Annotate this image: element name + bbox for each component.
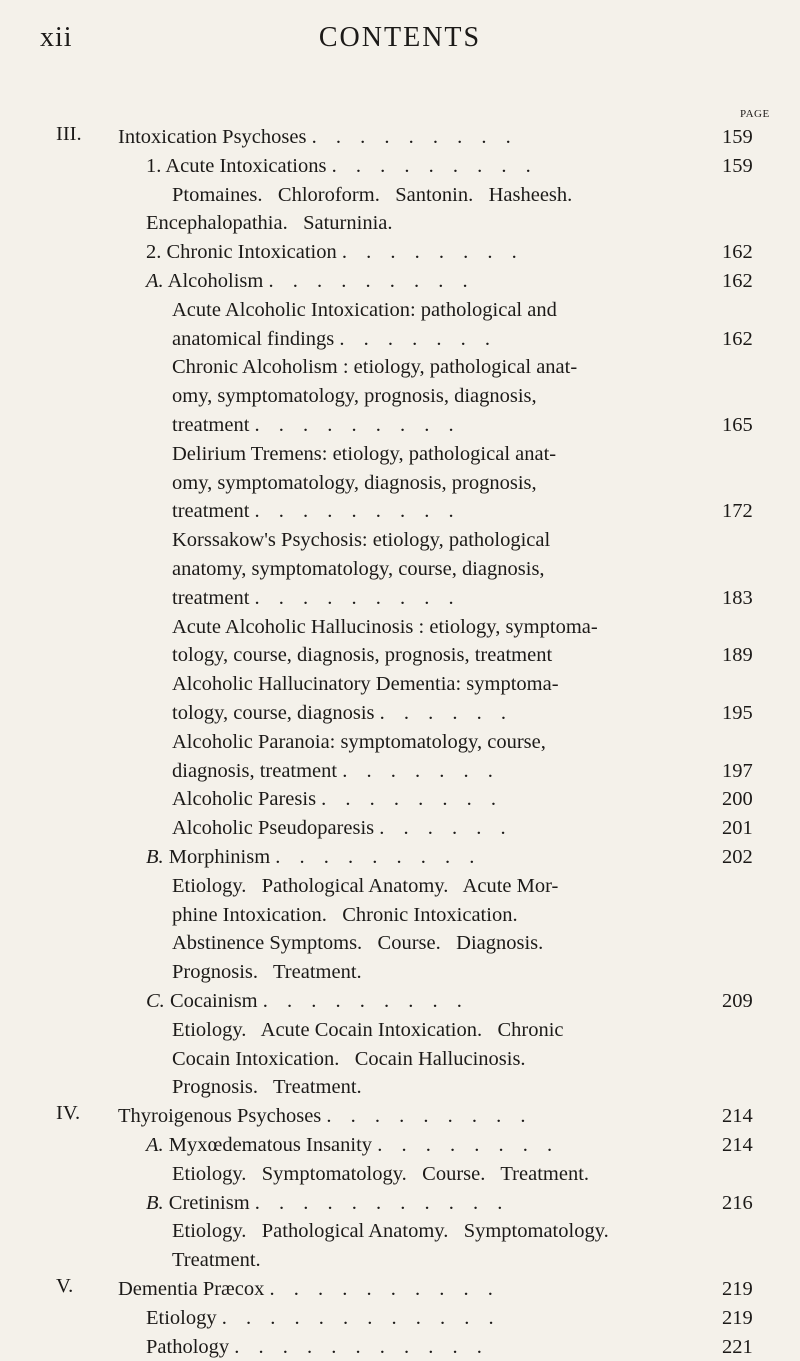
toc-entry-text: Abstinence Symptoms. Course. Diagnosis. xyxy=(172,932,544,955)
toc-entry-text: Thyroigenous Psychoses xyxy=(118,1105,322,1128)
toc-entry-text: Korssakow's Psychosis: etiology, pathological xyxy=(172,529,551,552)
toc-entry-text: Dementia Præcox xyxy=(118,1278,265,1300)
toc-page-number: 197 xyxy=(722,759,753,782)
toc-entry xyxy=(172,440,556,468)
toc-entry xyxy=(172,1073,362,1101)
toc-entry-text: Myxœdematous Insanity xyxy=(168,1134,373,1156)
toc-dot-leader: . . . . . . . . xyxy=(321,788,504,811)
toc-page-number: 201 xyxy=(722,817,753,840)
toc-entry xyxy=(146,1304,501,1332)
toc-page-number: 183 xyxy=(722,586,753,609)
toc-entry-text: Alcoholism xyxy=(167,270,264,292)
toc-entry-text: Cocainism xyxy=(169,990,258,1012)
toc-entry-text: 1. Acute Intoxications xyxy=(146,154,327,177)
toc-dot-leader: . . . . . . . . . xyxy=(326,1105,533,1128)
toc-entry-text: Etiology xyxy=(146,1306,217,1329)
toc-entry xyxy=(172,872,558,900)
toc-entry-text: Cocain Intoxication. Cocain Hallucinosis. xyxy=(172,1047,526,1070)
toc-entry-text: Encephalopathia. Saturninia. xyxy=(146,212,393,235)
toc-entry-text: anatomical findings xyxy=(172,327,335,350)
toc-page-number: 219 xyxy=(722,1278,753,1300)
toc-dot-leader: . . . . . . . . . xyxy=(331,154,538,177)
toc-part-numeral: III. xyxy=(56,123,82,145)
toc-entry-text: 2. Chronic Intoxication xyxy=(146,241,337,264)
toc-entry xyxy=(146,238,524,266)
toc-entry xyxy=(172,929,543,957)
toc-dot-leader: . . . . . . . . . . . xyxy=(254,1191,510,1214)
toc-entry xyxy=(118,1102,533,1130)
toc-entry-text: Prognosis. Treatment. xyxy=(172,1076,362,1099)
toc-page-number: 165 xyxy=(722,414,753,436)
toc-dot-leader: . . . . . . . . xyxy=(341,241,524,264)
toc-entry xyxy=(172,181,572,209)
toc-entry xyxy=(172,670,559,698)
toc-entry xyxy=(172,497,461,525)
toc-entry xyxy=(172,901,518,929)
toc-entry xyxy=(146,843,481,871)
toc-page-number: 200 xyxy=(722,788,753,811)
toc-entry xyxy=(172,555,545,583)
toc-entry-text: Morphinism xyxy=(168,846,271,868)
toc-entry xyxy=(146,1189,509,1217)
toc-section-letter: A. xyxy=(146,1134,164,1156)
toc-entry xyxy=(118,123,518,151)
toc-entry-text: Etiology. Symptomatology. Course. Treatment. xyxy=(172,1162,590,1185)
toc-entry-text: treatment xyxy=(172,414,250,436)
toc-dot-leader: . . . . . . . . . xyxy=(311,126,518,148)
toc-entry xyxy=(172,1045,526,1073)
toc-entry xyxy=(172,958,362,986)
toc-page-number: 189 xyxy=(722,644,753,667)
toc-entry-text: Alcoholic Paranoia: symptomatology, course, xyxy=(172,730,546,753)
toc-entry xyxy=(172,325,497,353)
toc-page-number: 162 xyxy=(722,241,753,264)
toc-section-letter: A. xyxy=(146,270,164,292)
toc-page-number: 172 xyxy=(722,500,753,523)
toc-entry xyxy=(172,699,513,727)
toc-entry xyxy=(172,641,552,669)
toc-dot-leader: . . . . . . xyxy=(379,817,513,840)
toc-dot-leader: . . . . . . . . . xyxy=(275,846,482,868)
toc-dot-leader: . . . . . . . . . xyxy=(254,500,461,523)
toc-entry-text: treatment xyxy=(172,500,250,523)
toc-entry-text: Treatment. xyxy=(172,1249,261,1272)
toc-entry xyxy=(172,353,577,381)
toc-page-number: 209 xyxy=(722,990,753,1012)
toc-entry-text: tology, course, diagnosis xyxy=(172,702,375,724)
toc-entry-text: Etiology. Pathological Anatomy. Symptomatology. xyxy=(172,1220,609,1243)
toc-entry-text: anatomy, symptomatology, course, diagnosis, xyxy=(172,558,545,580)
toc-part-numeral: V. xyxy=(56,1275,74,1297)
page-column-label: PAGE xyxy=(740,108,770,120)
toc-entry-text: Pathology xyxy=(146,1335,230,1358)
toc-entry xyxy=(172,526,550,554)
toc-entry-text: omy, symptomatology, diagnosis, prognosis, xyxy=(172,471,537,494)
toc-page-number: 159 xyxy=(722,154,753,177)
toc-entry xyxy=(172,1246,261,1274)
toc-page-number: 216 xyxy=(722,1191,753,1214)
toc-dot-leader: . . . . . . . . . xyxy=(262,990,469,1012)
toc-entry-text: treatment xyxy=(172,586,250,609)
toc-entry xyxy=(172,785,503,813)
toc-dot-leader: . . . . . . xyxy=(379,702,514,724)
toc-page-number: 159 xyxy=(722,126,753,148)
page-title: CONTENTS xyxy=(318,22,482,53)
toc-entry xyxy=(172,296,557,324)
toc-entry xyxy=(146,1131,559,1159)
toc-page-number: 214 xyxy=(722,1105,753,1128)
toc-entry xyxy=(172,382,537,410)
toc-entry-text: Acute Alcoholic Hallucinosis : etiology, symptoma- xyxy=(172,615,598,638)
toc-entry-text: Cretinism xyxy=(168,1191,250,1214)
toc-entry xyxy=(146,987,469,1015)
page-number: xii xyxy=(40,22,73,53)
toc-entry-text: phine Intoxication. Chronic Intoxication. xyxy=(172,903,518,926)
toc-entry-text: omy, symptomatology, prognosis, diagnosis, xyxy=(172,385,537,408)
toc-entry xyxy=(146,209,393,237)
toc-section-letter: B. xyxy=(146,846,164,868)
toc-entry-text: Prognosis. Treatment. xyxy=(172,961,362,984)
toc-entry xyxy=(172,1160,589,1188)
toc-entry xyxy=(172,728,546,756)
toc-dot-leader: . . . . . . . . . . xyxy=(269,1278,500,1300)
toc-dot-leader: . . . . . . . xyxy=(342,759,500,782)
toc-page-number: 162 xyxy=(722,327,753,350)
toc-entry xyxy=(172,1217,609,1245)
toc-dot-leader: . . . . . . . xyxy=(339,327,497,350)
toc-entry xyxy=(118,1275,500,1303)
toc-entry xyxy=(146,1333,489,1361)
toc-page-number: 219 xyxy=(722,1306,753,1329)
toc-entry-text: Ptomaines. Chloroform. Santonin. Hasheesh. xyxy=(172,183,573,206)
toc-entry-text: Intoxication Psychoses xyxy=(118,126,307,148)
toc-dot-leader: . . . . . . . . . . . . xyxy=(221,1306,501,1329)
toc-dot-leader: . . . . . . . . . xyxy=(268,270,475,292)
toc-dot-leader: . . . . . . . . . xyxy=(254,414,461,436)
toc-section-letter: C. xyxy=(146,990,165,1012)
toc-dot-leader: . . . . . . . . . . . xyxy=(234,1335,489,1358)
toc-entry xyxy=(172,814,513,842)
toc-entry xyxy=(172,411,461,439)
toc-page-number: 221 xyxy=(722,1335,753,1358)
toc-entry xyxy=(172,613,598,641)
toc-page-number: 162 xyxy=(722,270,753,292)
toc-entry-text: Alcoholic Pseudoparesis xyxy=(172,817,375,840)
toc-page-number: 214 xyxy=(722,1134,753,1156)
toc-entry-text: Etiology. Acute Cocain Intoxication. Chronic xyxy=(172,1018,564,1041)
toc-page-number: 202 xyxy=(722,846,753,868)
toc-part-numeral: IV. xyxy=(56,1102,81,1125)
toc-entry-text: Delirium Tremens: etiology, pathological anat- xyxy=(172,442,557,465)
toc-dot-leader: . . . . . . . . . xyxy=(254,586,461,609)
toc-entry xyxy=(172,757,500,785)
toc-entry-text: tology, course, diagnosis, prognosis, treatment xyxy=(172,644,553,667)
toc-entry-text: Etiology. Pathological Anatomy. Acute Mor- xyxy=(172,874,559,897)
toc-entry-text: Alcoholic Paresis xyxy=(172,788,317,811)
toc-page-number: 195 xyxy=(722,702,753,724)
toc-section-letter: B. xyxy=(146,1191,164,1214)
toc-entry-text: diagnosis, treatment xyxy=(172,759,338,782)
toc-entry xyxy=(146,267,475,295)
toc-dot-leader: . . . . . . . . xyxy=(377,1134,560,1156)
toc-entry xyxy=(172,584,461,612)
toc-entry-text: Alcoholic Hallucinatory Dementia: symptoma- xyxy=(172,673,559,696)
toc-entry xyxy=(172,469,537,497)
toc-entry-text: Chronic Alcoholism : etiology, pathological anat- xyxy=(172,356,578,379)
toc-entry xyxy=(172,1016,564,1044)
toc-entry xyxy=(146,152,538,180)
toc-entry-text: Acute Alcoholic Intoxication: pathological and xyxy=(172,298,557,321)
